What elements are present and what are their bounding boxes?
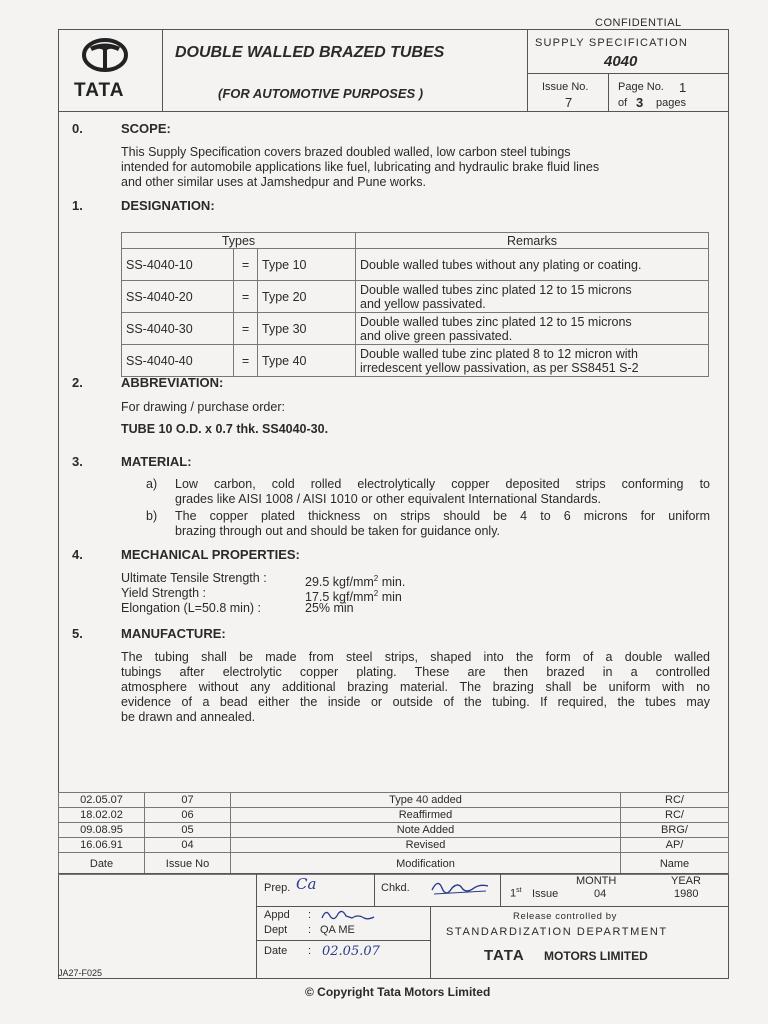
history-modification: Note Added xyxy=(231,823,621,838)
release-text: Release controlled by xyxy=(513,911,617,922)
history-name-label: Name xyxy=(621,853,729,875)
chkd-signature-icon xyxy=(428,876,492,898)
scope-text-2: intended for automobile applications like fuel, lubricating and hydraulic brake fluid lines xyxy=(121,160,600,174)
copyright: © Copyright Tata Motors Limited xyxy=(305,985,491,999)
yield-number: 17.5 kgf/mm xyxy=(305,590,374,605)
scope-text-1: This Supply Specification covers brazed doubled walled, low carbon steel tubings xyxy=(121,145,571,159)
date-colon: : xyxy=(308,945,312,957)
history-name: AP/ xyxy=(621,838,729,853)
motors-limited: MOTORS LIMITED xyxy=(544,949,648,963)
dept-value: QA ME xyxy=(320,924,355,936)
types-table xyxy=(121,232,709,377)
abbreviation-example: TUBE 10 O.D. x 0.7 thk. SS4040-30. xyxy=(121,422,329,436)
manufacture-line-1: The tubing shall be made from steel strips, shaped into the form of a double walled xyxy=(121,650,710,664)
tata-brand: TATA xyxy=(484,947,525,964)
appd-colon: : xyxy=(308,909,312,921)
yield-sup: 2 xyxy=(373,589,379,598)
table-row xyxy=(122,313,709,345)
type-eq: = xyxy=(234,249,258,281)
revision-history-table xyxy=(58,792,729,875)
type-eq: = xyxy=(234,345,258,377)
of-value: 3 xyxy=(636,95,644,110)
table-row xyxy=(59,808,729,823)
history-modification-label: Modification xyxy=(231,853,621,875)
history-date: 18.02.02 xyxy=(59,808,145,823)
history-name: RC/ xyxy=(621,808,729,823)
manufacture-number: 5. xyxy=(72,626,83,641)
spec-subdivider xyxy=(527,73,729,74)
remarks-line: Double walled tube zinc plated 8 to 12 micron with xyxy=(360,346,638,361)
approval-release-divider xyxy=(430,906,431,979)
type-name: Type 30 xyxy=(258,313,356,345)
manufacture-line-2: tubings after electrolytic copper plating. These are then brazed in a controlled xyxy=(121,665,710,679)
type-name: Type 40 xyxy=(258,345,356,377)
type-code: SS-4040-40 xyxy=(122,345,234,377)
approval-chkd-divider xyxy=(500,873,501,906)
prep-label: Prep. xyxy=(264,882,291,894)
material-mark-b: b) xyxy=(146,509,158,523)
spec-number: 4040 xyxy=(604,53,638,70)
document-subtitle: (FOR AUTOMOTIVE PURPOSES ) xyxy=(218,86,424,101)
table-row xyxy=(59,793,729,808)
appd-signature-icon xyxy=(318,906,378,924)
yield-unit: min xyxy=(381,590,402,605)
uts-label: Ultimate Tensile Strength : xyxy=(121,571,267,585)
remarks-header: Remarks xyxy=(356,233,709,249)
material-a-line-1: Low carbon, cold rolled electrolytically copper deposited strips conforming to xyxy=(175,477,710,491)
tata-logo-icon xyxy=(82,38,128,72)
mechanical-number: 4. xyxy=(72,547,83,562)
manufacture-line-4: evidence of a bead either the inside or outside of the tubing. If required, the tubes may xyxy=(121,695,710,709)
type-code: SS-4040-10 xyxy=(122,249,234,281)
approval-top-line xyxy=(58,873,729,874)
mechanical-heading: MECHANICAL PROPERTIES: xyxy=(121,547,300,562)
year-value: 1980 xyxy=(674,888,699,900)
first-issue xyxy=(510,887,522,900)
history-issue: 07 xyxy=(145,793,231,808)
type-code: SS-4040-30 xyxy=(122,313,234,345)
designation-number: 1. xyxy=(72,198,83,213)
history-modification: Revised xyxy=(231,838,621,853)
uts-unit: min. xyxy=(381,575,406,590)
history-name: BRG/ xyxy=(621,823,729,838)
scope-text-3: and other similar uses at Jamshedpur and Pune works. xyxy=(121,175,427,189)
types-header: Types xyxy=(122,233,356,249)
month-label: MONTH xyxy=(576,875,617,887)
appd-label: Appd xyxy=(264,909,290,921)
remarks-line: irredescent yellow passivation, as per SS8451 S-2 xyxy=(360,360,639,375)
approval-prep-divider xyxy=(374,873,375,906)
material-b-line-2: brazing through out and should be taken for guidance only. xyxy=(175,524,500,538)
type-code: SS-4040-20 xyxy=(122,281,234,313)
manufacture-heading: MANUFACTURE: xyxy=(121,626,226,641)
type-remarks xyxy=(356,313,709,345)
first-number: 1 xyxy=(510,887,517,900)
type-eq: = xyxy=(234,313,258,345)
material-number: 3. xyxy=(72,454,83,469)
standardization-dept: STANDARDIZATION DEPARTMENT xyxy=(446,926,668,938)
first-sup: st xyxy=(516,887,522,894)
material-mark-a: a) xyxy=(146,477,158,491)
type-remarks xyxy=(356,281,709,313)
scope-number: 0. xyxy=(72,121,83,136)
type-eq: = xyxy=(234,281,258,313)
approval-left-line xyxy=(256,873,257,979)
issue-divider xyxy=(608,73,609,111)
designation-heading: DESIGNATION: xyxy=(121,198,215,213)
history-modification: Reaffirmed xyxy=(231,808,621,823)
elongation-value: 25% min xyxy=(305,601,354,615)
scope-heading: SCOPE: xyxy=(121,121,171,136)
elongation-label: Elongation (L=50.8 min) : xyxy=(121,601,262,615)
type-name: Type 10 xyxy=(258,249,356,281)
material-a-line-2: grades like AISI 1008 / AISI 1010 or other equivalent International Standards. xyxy=(175,492,601,506)
tata-logo-text: TATA xyxy=(74,80,125,101)
manufacture-line-5: be drawn and annealed. xyxy=(121,710,256,724)
issue-value: 7 xyxy=(565,95,573,110)
history-issue-label: Issue No xyxy=(145,853,231,875)
prep-signature-icon: Ca xyxy=(296,875,317,893)
history-issue: 04 xyxy=(145,838,231,853)
page-label: Page No. xyxy=(618,81,664,93)
approval-date-line xyxy=(256,940,430,941)
table-row xyxy=(59,823,729,838)
uts-sup: 2 xyxy=(373,574,379,583)
table-row xyxy=(122,281,709,313)
month-value: 04 xyxy=(594,888,607,900)
history-modification: Type 40 added xyxy=(231,793,621,808)
history-date-label: Date xyxy=(59,853,145,875)
history-date: 09.08.95 xyxy=(59,823,145,838)
remarks-line: Double walled tubes zinc plated 12 to 15 microns xyxy=(360,314,632,329)
logo-divider xyxy=(162,29,163,111)
abbreviation-text: For drawing / purchase order: xyxy=(121,400,285,414)
abbreviation-number: 2. xyxy=(72,375,83,390)
table-row xyxy=(122,345,709,377)
table-row xyxy=(59,838,729,853)
uts-number: 29.5 kgf/mm xyxy=(305,575,374,590)
history-issue: 06 xyxy=(145,808,231,823)
yield-label: Yield Strength : xyxy=(121,586,207,600)
table-row xyxy=(122,249,709,281)
type-remarks xyxy=(356,345,709,377)
history-date: 02.05.07 xyxy=(59,793,145,808)
chkd-label: Chkd. xyxy=(381,882,410,894)
material-b-line-1: The copper plated thickness on strips should be 4 to 6 microns for uniform xyxy=(175,509,710,523)
history-issue: 05 xyxy=(145,823,231,838)
type-remarks: Double walled tubes without any plating or coating. xyxy=(356,249,709,281)
manufacture-line-3: atmosphere without any additional brazing material. The brazing shall be uniform with no xyxy=(121,680,710,694)
header-divider xyxy=(58,111,729,112)
issue-label: Issue No. xyxy=(542,81,589,93)
dept-label: Dept xyxy=(264,924,288,936)
material-heading: MATERIAL: xyxy=(121,454,192,469)
spec-divider xyxy=(527,29,528,111)
remarks-line: and yellow passivated. xyxy=(360,296,486,311)
form-code: JA27-F025 xyxy=(58,968,103,978)
date-value: 02.05.07 xyxy=(322,944,380,959)
remarks-line: Double walled tubes zinc plated 12 to 15 microns xyxy=(360,282,632,297)
supply-spec-label: SUPPLY SPECIFICATION xyxy=(535,37,688,49)
type-name: Type 20 xyxy=(258,281,356,313)
of-label: of xyxy=(618,97,628,109)
remarks-line: and olive green passivated. xyxy=(360,328,513,343)
confidential-mark: CONFIDENTIAL xyxy=(595,17,682,29)
year-label: YEAR xyxy=(671,875,701,887)
table-footer-row xyxy=(59,853,729,875)
document-title: DOUBLE WALLED BRAZED TUBES xyxy=(175,44,445,61)
pages-label: pages xyxy=(656,97,686,109)
abbreviation-heading: ABBREVIATION: xyxy=(121,375,224,390)
issue-word: Issue xyxy=(532,888,559,900)
history-name: RC/ xyxy=(621,793,729,808)
dept-colon: : xyxy=(308,924,312,936)
page-value: 1 xyxy=(679,80,687,95)
date-label: Date xyxy=(264,945,288,957)
history-date: 16.06.91 xyxy=(59,838,145,853)
